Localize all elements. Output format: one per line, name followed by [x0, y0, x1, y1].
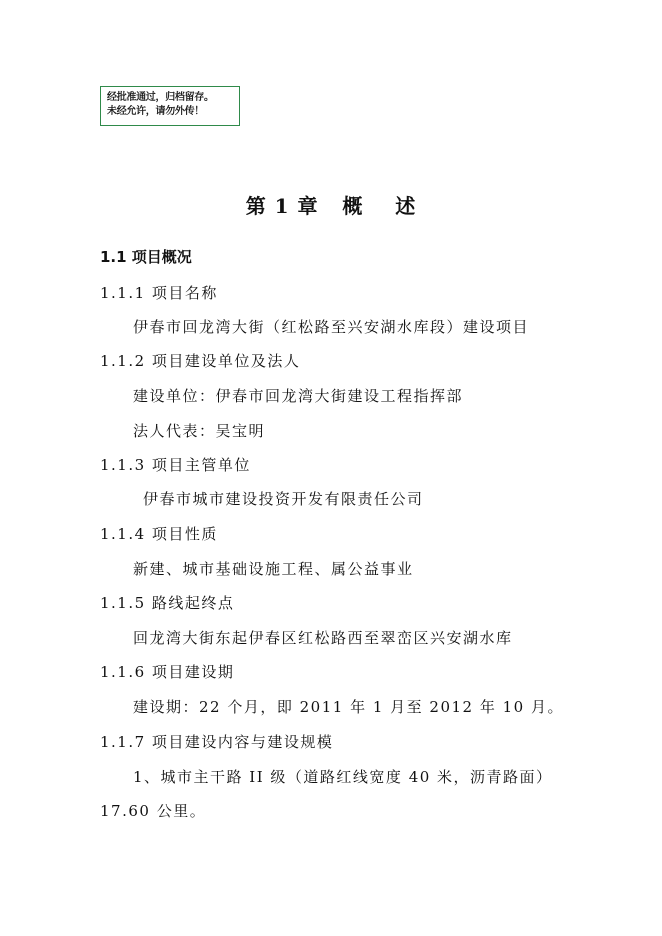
construction-scope-text-1: 1、城市主干路 II 级（道路红线宽度 40 米，沥青路面）: [133, 768, 553, 786]
subheading-supervising-unit: 1.1.3 项目主管单位: [100, 456, 251, 474]
subheading-project-nature: 1.1.4 项目性质: [100, 525, 218, 543]
subheading-route-endpoints: 1.1.5 路线起终点: [100, 594, 235, 612]
approval-stamp: [100, 86, 240, 126]
subheading-project-name: 1.1.1 项目名称: [100, 284, 218, 302]
route-endpoints-text: 回龙湾大街东起伊春区红松路西至翠峦区兴安湖水库: [133, 629, 513, 647]
project-nature-text: 新建、城市基础设施工程、属公益事业: [133, 560, 414, 578]
subheading-construction-unit: 1.1.2 项目建设单位及法人: [100, 352, 301, 370]
subheading-construction-scope: 1.1.7 项目建设内容与建设规模: [100, 733, 334, 751]
section-heading: 1.1 项目概况: [100, 248, 192, 266]
project-name-text: 伊春市回龙湾大街（红松路至兴安湖水库段）建设项目: [133, 318, 530, 336]
stamp-line-2: 未经允许，请勿外传！: [107, 106, 204, 117]
supervising-unit-text: 伊春市城市建设投资开发有限责任公司: [143, 490, 424, 508]
legal-representative-text: 法人代表：吴宝明: [133, 422, 266, 440]
construction-period-text: 建设期：22 个月，即 2011 年 1 月至 2012 年 10 月。: [133, 698, 564, 716]
construction-unit-text: 建设单位：伊春市回龙湾大街建设工程指挥部: [133, 387, 464, 405]
construction-scope-text-2: 17.60 公里。: [100, 802, 207, 820]
chapter-title: 第 1 章 概 述: [245, 194, 417, 218]
stamp-line-1: 经批准通过，归档留存。: [107, 92, 214, 103]
subheading-construction-period: 1.1.6 项目建设期: [100, 663, 235, 681]
